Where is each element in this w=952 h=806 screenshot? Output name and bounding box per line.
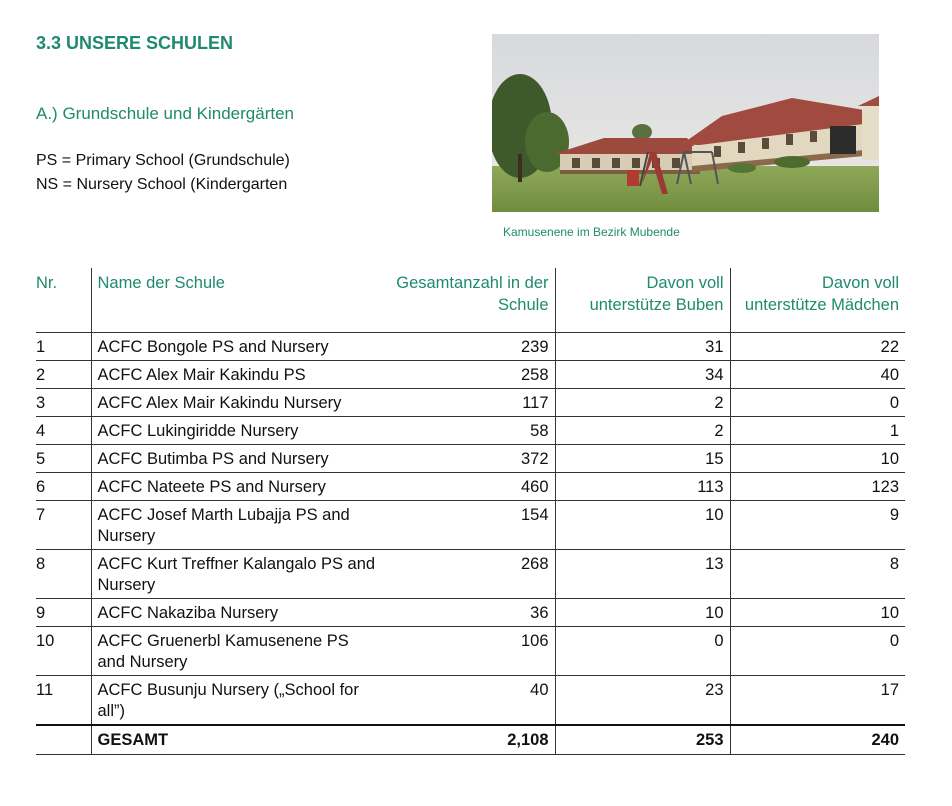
table-row xyxy=(36,626,905,675)
cell-total: 239 xyxy=(383,332,555,360)
cell-nr: 10 xyxy=(36,626,91,675)
cell-nr: 3 xyxy=(36,388,91,416)
cell-school-name: ACFC Nakaziba Nursery xyxy=(91,598,383,626)
sub-heading: A.) Grundschule und Kindergärten xyxy=(36,104,294,123)
cell-girls: 123 xyxy=(730,472,905,500)
table-row xyxy=(36,360,905,388)
table-total-row xyxy=(36,725,905,755)
cell-school-name: ACFC Butimba PS and Nursery xyxy=(91,444,383,472)
cell-nr: 8 xyxy=(36,549,91,598)
table-row xyxy=(36,675,905,725)
cell-boys: 31 xyxy=(555,332,730,360)
table-row xyxy=(36,388,905,416)
table-row xyxy=(36,598,905,626)
total-count-cell: 2,108 xyxy=(383,725,555,755)
total-label-cell: GESAMT xyxy=(91,725,383,755)
cell-girls: 1 xyxy=(730,416,905,444)
cell-school-name: ACFC Bongole PS and Nursery xyxy=(91,332,383,360)
cell-school-name: ACFC Alex Mair Kakindu Nursery xyxy=(91,388,383,416)
table-row xyxy=(36,444,905,472)
col-header-boys: Davon voll unterstütze Buben xyxy=(555,268,730,332)
cell-girls: 10 xyxy=(730,444,905,472)
cell-total: 154 xyxy=(383,500,555,549)
cell-total: 36 xyxy=(383,598,555,626)
table-row xyxy=(36,332,905,360)
cell-boys: 15 xyxy=(555,444,730,472)
cell-school-name: ACFC Gruenerbl Kamusenene PS and Nursery xyxy=(91,626,383,675)
cell-girls: 0 xyxy=(730,388,905,416)
cell-school-name: ACFC Josef Marth Lubajja PS and Nursery xyxy=(91,500,383,549)
cell-boys: 34 xyxy=(555,360,730,388)
school-photo xyxy=(492,34,879,212)
cell-boys: 10 xyxy=(555,598,730,626)
cell-girls: 0 xyxy=(730,626,905,675)
cell-boys: 0 xyxy=(555,626,730,675)
total-girls-cell: 240 xyxy=(730,725,905,755)
cell-school-name: ACFC Nateete PS and Nursery xyxy=(91,472,383,500)
cell-nr: 5 xyxy=(36,444,91,472)
cell-nr: 9 xyxy=(36,598,91,626)
cell-boys: 13 xyxy=(555,549,730,598)
table-header-row xyxy=(36,268,905,332)
cell-boys: 2 xyxy=(555,388,730,416)
table-row xyxy=(36,549,905,598)
cell-boys: 113 xyxy=(555,472,730,500)
col-header-nr: Nr. xyxy=(36,268,91,332)
col-header-name: Name der Schule xyxy=(91,268,383,332)
cell-nr: 11 xyxy=(36,675,91,725)
cell-total: 106 xyxy=(383,626,555,675)
cell-girls: 40 xyxy=(730,360,905,388)
cell-nr: 6 xyxy=(36,472,91,500)
cell-total: 117 xyxy=(383,388,555,416)
total-boys-cell: 253 xyxy=(555,725,730,755)
cell-total: 268 xyxy=(383,549,555,598)
cell-school-name: ACFC Busunju Nursery („School for all”) xyxy=(91,675,383,725)
cell-girls: 22 xyxy=(730,332,905,360)
cell-nr: 2 xyxy=(36,360,91,388)
cell-total: 258 xyxy=(383,360,555,388)
cell-boys: 23 xyxy=(555,675,730,725)
total-nr-cell xyxy=(36,725,91,755)
photo-caption: Kamusenene im Bezirk Mubende xyxy=(503,225,680,239)
table-row xyxy=(36,416,905,444)
legend-ps: PS = Primary School (Grundschule) xyxy=(36,152,290,169)
cell-nr: 7 xyxy=(36,500,91,549)
cell-school-name: ACFC Kurt Treffner Kalangalo PS and Nursery xyxy=(91,549,383,598)
table-row xyxy=(36,500,905,549)
cell-nr: 1 xyxy=(36,332,91,360)
cell-girls: 9 xyxy=(730,500,905,549)
cell-total: 372 xyxy=(383,444,555,472)
table-row xyxy=(36,472,905,500)
cell-school-name: ACFC Alex Mair Kakindu PS xyxy=(91,360,383,388)
cell-boys: 2 xyxy=(555,416,730,444)
col-header-girls: Davon voll unterstütze Mädchen xyxy=(730,268,905,332)
cell-girls: 10 xyxy=(730,598,905,626)
schools-table xyxy=(36,268,905,755)
cell-girls: 17 xyxy=(730,675,905,725)
cell-total: 40 xyxy=(383,675,555,725)
cell-boys: 10 xyxy=(555,500,730,549)
col-header-total: Gesamtanzahl in der Schule xyxy=(383,268,555,332)
cell-nr: 4 xyxy=(36,416,91,444)
legend-ns: NS = Nursery School (Kindergarten xyxy=(36,176,288,193)
cell-school-name: ACFC Lukingiridde Nursery xyxy=(91,416,383,444)
cell-girls: 8 xyxy=(730,549,905,598)
cell-total: 58 xyxy=(383,416,555,444)
section-heading: 3.3 UNSERE SCHULEN xyxy=(36,33,234,53)
cell-total: 460 xyxy=(383,472,555,500)
